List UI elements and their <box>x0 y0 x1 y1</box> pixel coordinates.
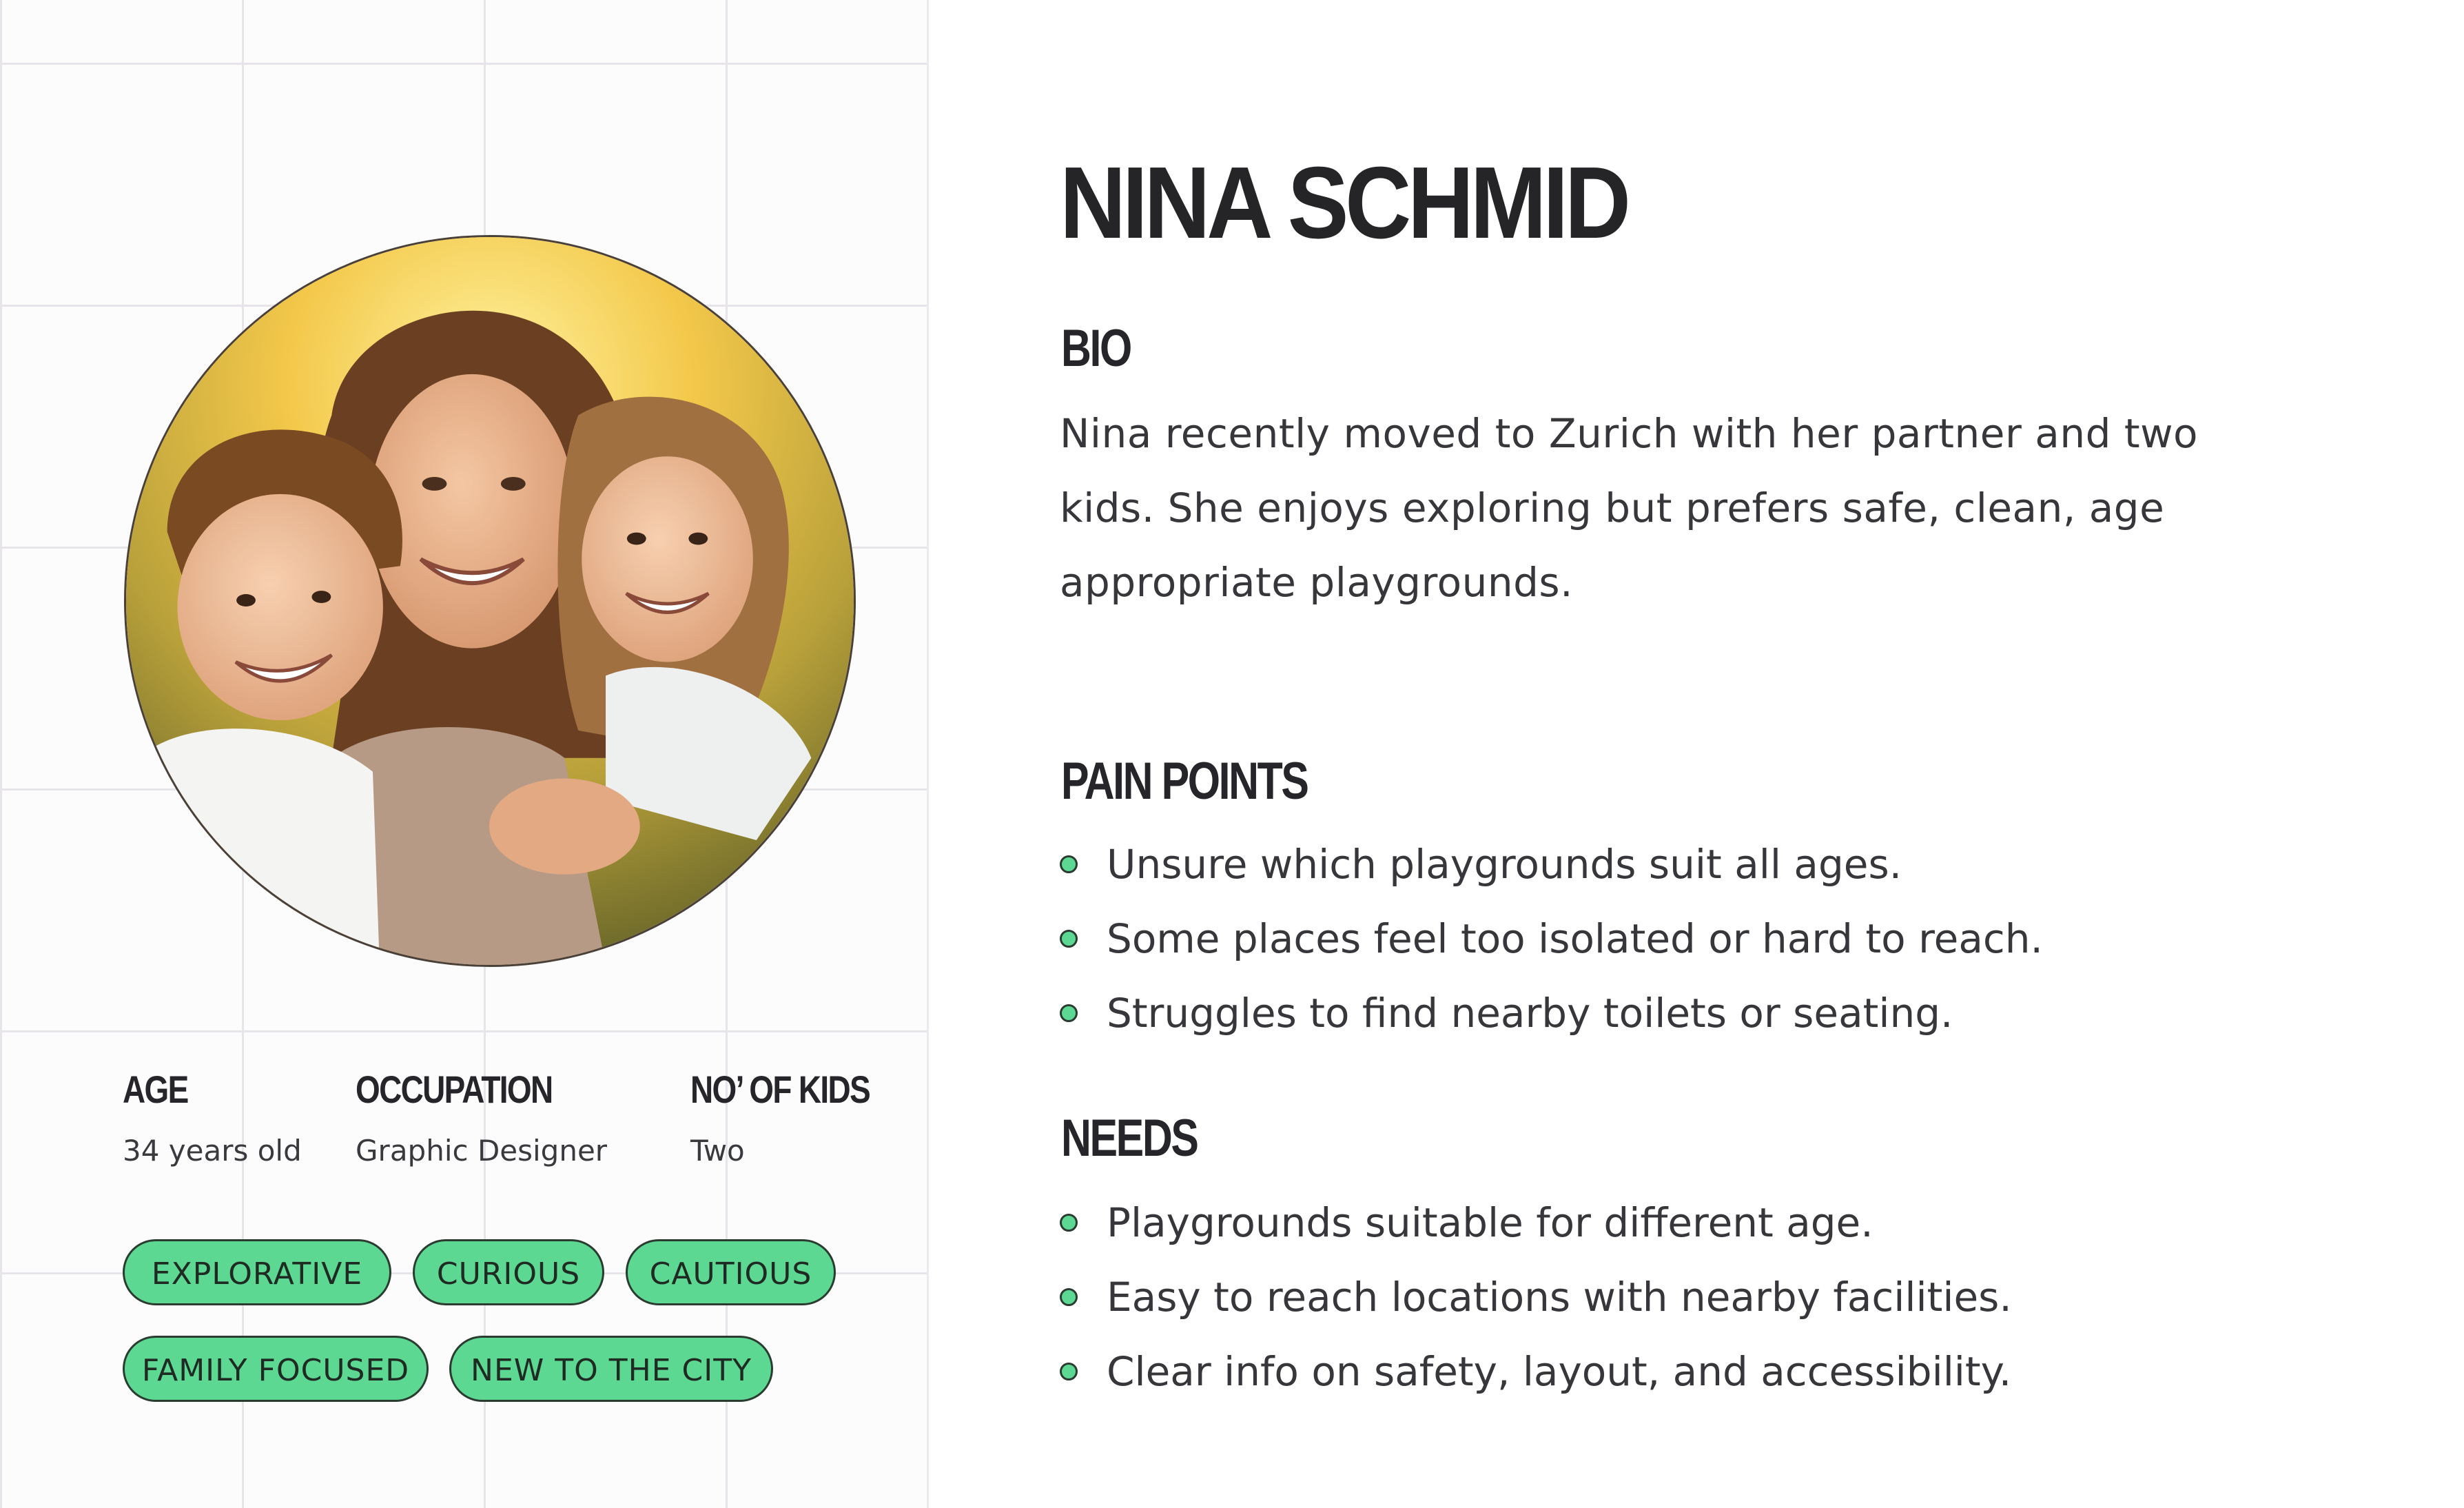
needs-title: NEEDS <box>1061 1109 1198 1168</box>
kids-label: NO’ OF KIDS <box>690 1068 870 1111</box>
list-item <box>1060 1185 2012 1260</box>
bullet-dot-icon <box>1060 1288 1078 1306</box>
tag-explorative: EXPLORATIVE <box>123 1239 391 1305</box>
tag-cautious: CAUTIOUS <box>626 1239 836 1305</box>
bullet-dot-icon <box>1060 930 1078 948</box>
tag-family-focused: FAMILY FOCUSED <box>123 1336 429 1402</box>
pain-points-list <box>1060 827 2043 1050</box>
occupation-value: Graphic Designer <box>356 1134 608 1168</box>
kids-value: Two <box>690 1134 745 1168</box>
list-item <box>1060 976 2043 1050</box>
kids-info <box>690 1058 909 1168</box>
pain-point-text: Struggles to find nearby toilets or seating. <box>1107 990 1953 1037</box>
bullet-dot-icon <box>1060 1004 1078 1022</box>
bio-text: Nina recently moved to Zurich with her partner and two kids. She enjoys exploring but prefers safe, clean, age appropriate playgrounds. <box>1060 410 2198 606</box>
persona-name: NINA SCHMID <box>1060 146 1628 260</box>
pain-point-text: Some places feel too isolated or hard to reach. <box>1107 915 2043 962</box>
need-text: Easy to reach locations with nearby facilities. <box>1107 1274 2012 1321</box>
need-text: Playgrounds suitable for different age. <box>1107 1199 1873 1246</box>
tag-new-to-the-city: NEW TO THE CITY <box>449 1336 773 1402</box>
age-value: 34 years old <box>123 1134 302 1168</box>
profile-panel <box>0 0 929 1508</box>
bullet-dot-icon <box>1060 855 1078 873</box>
list-item <box>1060 827 2043 901</box>
age-label: AGE <box>123 1068 188 1111</box>
tag-curious: CURIOUS <box>413 1239 604 1305</box>
list-item <box>1060 1260 2012 1334</box>
bullet-dot-icon <box>1060 1214 1078 1232</box>
age-info <box>123 1058 302 1168</box>
needs-list <box>1060 1185 2012 1409</box>
pain-point-text: Unsure which playgrounds suit all ages. <box>1107 841 1902 888</box>
bio-title: BIO <box>1061 319 1131 378</box>
need-text: Clear info on safety, layout, and accessibility. <box>1107 1348 2012 1395</box>
occupation-label: OCCUPATION <box>356 1068 553 1111</box>
pain-points-title: PAIN POINTS <box>1061 752 1308 811</box>
list-item <box>1060 901 2043 976</box>
bullet-dot-icon <box>1060 1363 1078 1380</box>
list-item <box>1060 1334 2012 1409</box>
persona-photo <box>124 235 856 967</box>
family-portrait-photo <box>126 237 854 965</box>
occupation-info <box>356 1058 607 1168</box>
